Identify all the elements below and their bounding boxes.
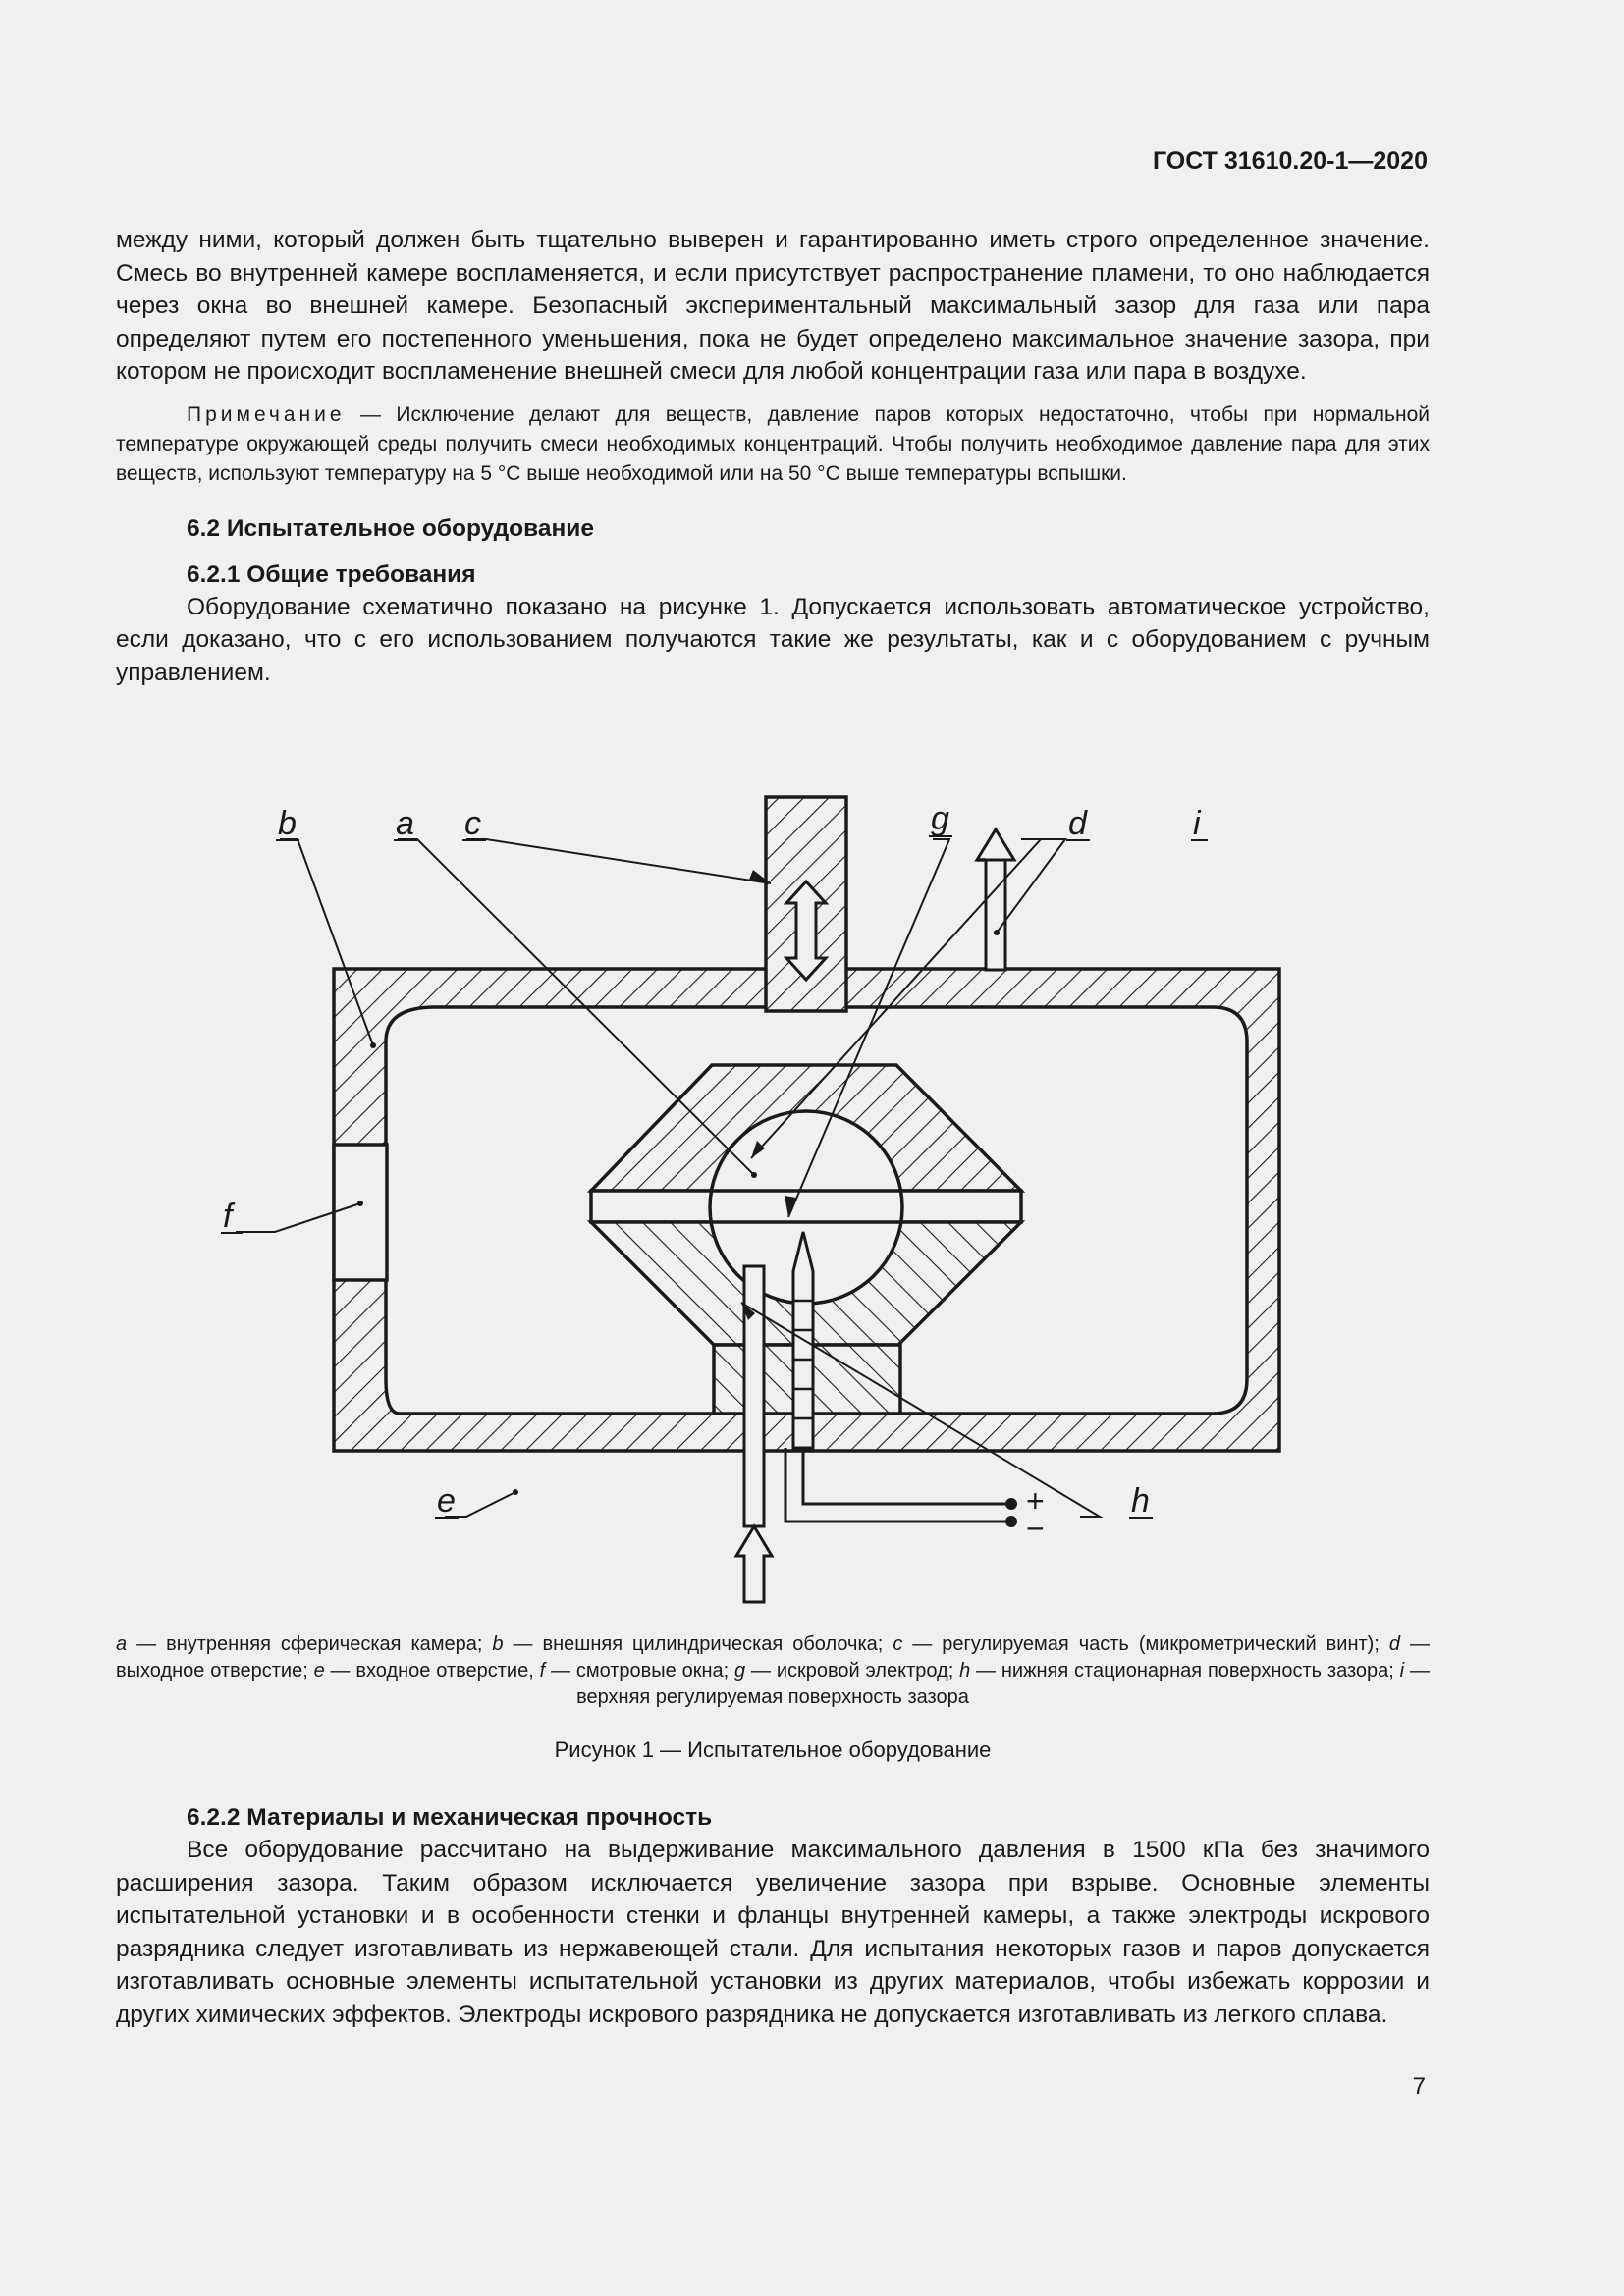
legend-text-i: — верхняя регулируемая поверхность зазора (576, 1660, 1430, 1708)
legend-text-d: — выходное отверстие; (116, 1633, 1430, 1682)
legend-text-b: — внешняя цилиндрическая оболочка; (503, 1633, 893, 1655)
label-i: i (1193, 805, 1201, 842)
page-number: 7 (1412, 2073, 1426, 2100)
legend-key-g: g (734, 1660, 746, 1682)
body-text (116, 224, 1430, 689)
plus-sign: + (1026, 1483, 1045, 1519)
section-6-2-2-heading: 6.2.2 Материалы и механическая прочность (187, 1804, 713, 1831)
section-6-2-1-heading: 6.2.1 Общие требования (187, 561, 476, 588)
note-paragraph (116, 400, 1430, 489)
legend-text-f: — смотровые окна; (545, 1660, 735, 1682)
lead-minus (785, 1448, 1009, 1522)
viewing-window (334, 1145, 387, 1280)
document-id-header: ГОСТ 31610.20-1—2020 (1152, 147, 1428, 175)
legend-key-e: e (313, 1660, 325, 1682)
figure-legend (116, 1631, 1430, 1711)
minus-sign: − (1026, 1511, 1045, 1546)
inlet-arrow (736, 1526, 772, 1602)
terminal-minus (1005, 1516, 1017, 1527)
terminal-plus (1005, 1498, 1017, 1510)
legend-key-b: b (492, 1633, 504, 1655)
label-a: a (396, 805, 414, 842)
note-text: — Исключение делают для веществ, давление паров которых недостаточно, чтобы при нормальной температуре окружающей среды получить смеси необходимых концентраций. Чтобы получить необходимое давление пара для этих веществ, используют температуру на 5 °С выше необходимой или на 50 °С выше температуры вспышки. (116, 402, 1430, 485)
note-label: Примечание (187, 402, 346, 426)
label-g: g (931, 800, 949, 837)
legend-text-c: — регулируемая часть (микрометрический винт); (902, 1633, 1389, 1655)
lead-plus (803, 1448, 1009, 1504)
legend-key-c: c (893, 1633, 903, 1655)
intro-paragraph: между ними, который должен быть тщательно выверен и гарантированно иметь строго определенное значение. Смесь во внутренней камере воспламеняется, и если присутствует распространение пламени, то оно наблюдается через окна во внешней камере. Безопасный экспериментальный максимальный зазор для газа или пара определяют путем его постепенного уменьшения, пока не будет определено максимальное значение зазора, при котором не происходит воспламенение внешней смеси для любой концентрации газа или пара в воздухе. (116, 227, 1430, 385)
outlet-tube (986, 860, 1005, 970)
section-6-2-2 (116, 1801, 1430, 2031)
figure-test-apparatus (223, 775, 1340, 1620)
legend-text-h: — нижняя стационарная поверхность зазора; (970, 1660, 1400, 1682)
legend-text-g: — искровой электрод; (745, 1660, 960, 1682)
section-6-2-2-text: Все оборудование рассчитано на выдерживание максимального давления в 1500 кПа без значимого расширения зазора. Таким образом исключается увеличение зазора при взрыве. Основные элементы испытательной установки и в особенности стенки и фланцы внутренней камеры, а также электроды искрового разрядника следует изготавливать из нержавеющей стали. Для испытания некоторых газов и паров допускается изготавливать основные элементы испытательной установки из других материалов, чтобы избежать коррозии и других химических эффектов. Электроды искрового разрядника не допускается изготавливать из легкого сплава. (116, 1837, 1430, 2028)
legend-key-a: a (116, 1633, 128, 1655)
label-e: e (437, 1482, 456, 1520)
legend-key-h: h (959, 1660, 971, 1682)
label-h: h (1131, 1482, 1150, 1520)
outlet-arrow (977, 829, 1014, 860)
legend-key-i: i (1399, 1660, 1405, 1682)
section-6-2-1-text: Оборудование схематично показано на рисунке 1. Допускается использовать автоматическое устройство, если доказано, что с его использованием получаются такие же результаты, как и с оборудованием с ручным управлением. (116, 593, 1430, 686)
apparatus-diagram (223, 775, 1340, 1620)
leader-c (466, 839, 771, 883)
legend-key-f: f (539, 1660, 546, 1682)
section-6-2-heading: 6.2 Испытательное оборудование (187, 514, 594, 542)
label-d: d (1068, 805, 1087, 842)
legend-key-d: d (1388, 1633, 1401, 1655)
label-b: b (278, 805, 297, 842)
label-f: f (223, 1198, 233, 1235)
figure-caption: Рисунок 1 — Испытательное оборудование (554, 1737, 992, 1762)
label-c: c (464, 805, 481, 842)
legend-text-a: — внутренняя сферическая камера; (127, 1633, 493, 1655)
legend-text-e: — входное отверстие, (324, 1660, 540, 1682)
